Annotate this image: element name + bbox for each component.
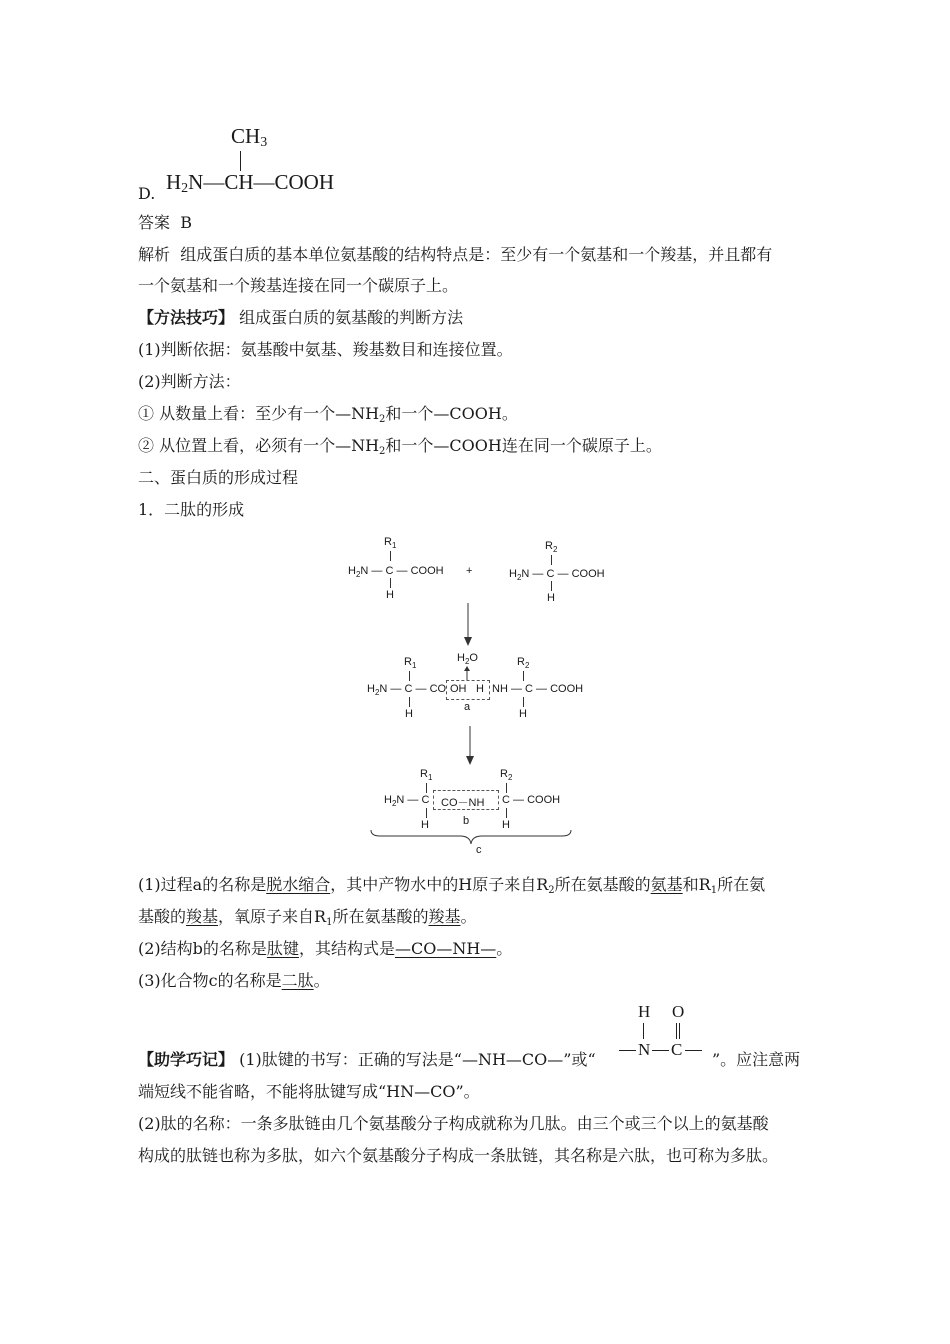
option-d-formula: $H_2N—CH—COOH$ bbox=[166, 170, 335, 196]
fig-row3-right: C — COOH bbox=[502, 794, 561, 806]
analysis-label: 解析 bbox=[138, 245, 171, 264]
answer-blank: 羧基 bbox=[428, 907, 461, 926]
answer-blank: 羧基 bbox=[186, 907, 219, 926]
fig-r2-top: $R_2$ bbox=[545, 540, 558, 554]
tips-line-3: (2)肽的名称：一条多肽链由几个氨基酸分子构成就称为几肽。由三个或三个以上的氨基酸 bbox=[138, 1114, 769, 1133]
option-d-ch3: $CH_3$ bbox=[231, 124, 268, 150]
struct-bond bbox=[619, 1050, 636, 1051]
fig-aa1: $H_2N$ — C — COOH bbox=[348, 565, 444, 579]
method-item-3: ① 从数量上看：至少有一个$—NH_2$和一个—COOH。 bbox=[138, 404, 518, 425]
question-1-line-2: 基酸的羧基，氧原子来自$R_1$所在氨基酸的羧基。 bbox=[138, 907, 477, 928]
method-item-1: (1)判断依据：氨基酸中氨基、羧基数目和连接位置。 bbox=[138, 340, 513, 359]
fig-brace-c bbox=[370, 828, 572, 846]
answer-label: 答案 bbox=[138, 213, 171, 232]
fig-bond bbox=[523, 671, 524, 681]
fig-bond bbox=[409, 671, 410, 681]
fig-h: H bbox=[502, 819, 510, 831]
fig-aa2: $H_2N$ — C — COOH bbox=[509, 568, 605, 582]
fig-bond bbox=[506, 783, 507, 793]
answer-blank: —CO—NH— bbox=[394, 939, 497, 958]
fig-plus: + bbox=[466, 565, 473, 577]
fig-bond bbox=[390, 551, 391, 561]
fig-bond bbox=[506, 808, 507, 818]
tips-line-4: 构成的肽链也称为多肽，如六个氨基酸分子构成一条肽链，其名称是六肽，也可称为多肽。 bbox=[138, 1146, 779, 1165]
fig-bond bbox=[551, 555, 552, 565]
answer-line bbox=[138, 212, 192, 234]
fig-r2-mid: $R_2$ bbox=[517, 656, 530, 670]
section-heading: 二、蛋白质的形成过程 bbox=[138, 468, 299, 487]
answer-blank: 二肽 bbox=[281, 971, 314, 990]
struct-bond bbox=[679, 1023, 680, 1039]
subsection-heading: 1．二肽的形成 bbox=[138, 500, 245, 519]
fig-bond bbox=[409, 697, 410, 707]
question-3: (3)化合物c的名称是二肽。 bbox=[138, 971, 330, 990]
tips-line-2: 端短线不能省略，不能将肽键写成“HN—CO”。 bbox=[138, 1082, 480, 1101]
fig-arrow-down-1 bbox=[462, 603, 474, 647]
struct-bond bbox=[685, 1050, 702, 1051]
fig-arrow-down-2 bbox=[464, 726, 476, 766]
answer-blank: 肽键 bbox=[266, 939, 299, 958]
struct-h: H bbox=[638, 1002, 651, 1021]
fig-r2-bottom: $R_2$ bbox=[500, 768, 513, 782]
fig-row2-right: NH — C — COOH bbox=[492, 683, 584, 695]
answer-blank: 脱水缩合 bbox=[266, 875, 331, 894]
tips-tag: 【助学巧记】 bbox=[138, 1050, 235, 1069]
fig-h: H bbox=[547, 592, 555, 604]
tips-line-1: 【助学巧记】 (1)肽键的书写：正确的写法是“—NH—CO—”或“ bbox=[138, 1050, 596, 1069]
question-1-line-1: (1)过程a的名称是脱水缩合，其中产物水中的H原子来自$R_2$所在氨基酸的氨基和$R_1$所在氨 bbox=[138, 875, 766, 896]
fig-row3-left: $H_2N$ — C bbox=[384, 794, 430, 808]
struct-o: O bbox=[672, 1002, 685, 1021]
fig-bond bbox=[426, 808, 427, 818]
method-heading bbox=[138, 307, 463, 329]
method-item-4: ② 从位置上看，必须有一个$—NH_2$和一个—COOH连在同一个碳原子上。 bbox=[138, 436, 662, 457]
option-d-bond bbox=[240, 151, 241, 171]
question-2: (2)结构b的名称是肽键，其结构式是—CO—NH—。 bbox=[138, 939, 513, 958]
fig-h: H bbox=[519, 708, 527, 720]
answer-blank: 氨基 bbox=[650, 875, 683, 894]
fig-h: H bbox=[421, 819, 429, 831]
struct-n: N bbox=[638, 1040, 651, 1059]
tips-line-1-end: ”。应注意两 bbox=[712, 1050, 801, 1069]
fig-bond bbox=[523, 697, 524, 707]
fig-water: $H_2O$ bbox=[457, 652, 478, 666]
method-tag: 【方法技巧】 bbox=[138, 308, 235, 327]
fig-r1-bottom: $R_1$ bbox=[420, 768, 433, 782]
fig-conh: CO－NH bbox=[441, 797, 485, 809]
answer-value: B bbox=[180, 213, 192, 232]
struct-bond bbox=[676, 1023, 677, 1039]
fig-r1-mid: $R_1$ bbox=[404, 656, 417, 670]
fig-label-a: a bbox=[464, 701, 471, 713]
fig-arrow-up bbox=[462, 666, 472, 680]
fig-bond bbox=[426, 783, 427, 793]
fig-bond bbox=[551, 581, 552, 591]
fig-label-b: b bbox=[463, 815, 470, 827]
fig-label-c: c bbox=[476, 844, 482, 856]
analysis-line-2: 一个氨基和一个羧基连接在同一个碳原子上。 bbox=[138, 276, 459, 295]
fig-bond bbox=[390, 578, 391, 588]
struct-c: C bbox=[671, 1040, 683, 1059]
option-d-label: D. bbox=[138, 184, 156, 203]
fig-row2-left: $H_2N$ — C — CO bbox=[367, 683, 447, 697]
fig-r1-top: $R_1$ bbox=[384, 536, 397, 550]
analysis-line-1: 解析 组成蛋白质的基本单位氨基酸的结构特点是：至少有一个氨基和一个羧基，并且都有 bbox=[138, 245, 773, 264]
fig-oh: OH bbox=[450, 683, 467, 695]
method-item-2: (2)判断方法： bbox=[138, 372, 241, 391]
struct-bond bbox=[652, 1050, 669, 1051]
method-title: 组成蛋白质的氨基酸的判断方法 bbox=[239, 308, 464, 327]
fig-h: H bbox=[405, 708, 413, 720]
fig-h-box: H bbox=[476, 683, 484, 695]
fig-h: H bbox=[386, 589, 394, 601]
struct-bond bbox=[643, 1023, 644, 1039]
